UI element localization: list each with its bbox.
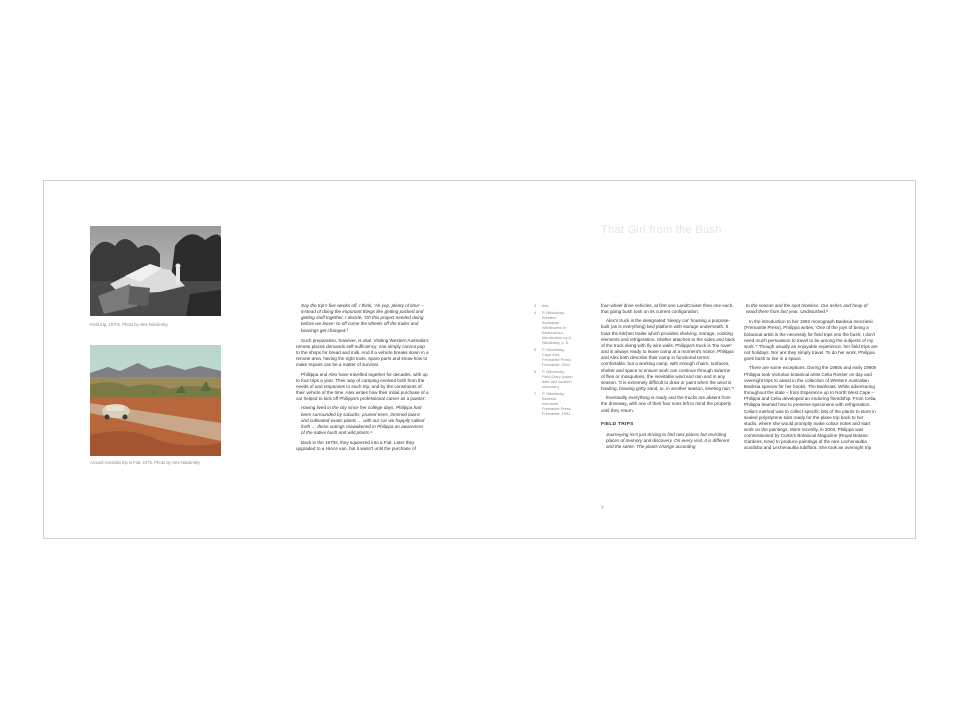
right-page-column-1 — [601, 303, 735, 454]
endnote: 4 P. Nikulinsky, Western Australian Wildflowers in Watercolour, Introduction by A. Nikulinsky, p. 8. — [534, 309, 573, 346]
body-paragraph: Eventually everything is ready and the trucks are absent from the driveway, with one of their four sons left to mind the property until they return. — [601, 395, 732, 413]
photo-caption: Around Australia trip in Fiat, 1975. Photo by Alex Nikulinsky. — [90, 460, 201, 465]
block-quote: Having lived in the city since her college days, Philippa had been surrounded by suburbs, pruned trees, trimmed lawns and cultivated exotic plants … with our car we happily sallied forth … these outings reawakened in Philippa an awareness of the native bush and wild plants.⁴ — [301, 405, 425, 435]
endnote: 6 P. Nikulinsky, Field Diary (camp date and location unknown). — [534, 368, 573, 389]
field-trip-photo — [90, 226, 221, 316]
fiat-trip-photo — [90, 345, 221, 456]
body-paragraph: Alex's truck is the designated 'sleepy car' housing a purpose-built (as is everything) bed platform with storage underneath. It tows the kitchen trailer which provides shelving, storage, cooking elements and refrigeration. Shelter attaches to the sides and back of the truck along with fly wire walls. Philippa's truck is 'the rover' and is always ready to leave camp at a moment's notice. Philippa and Alex both describe their camp in functional terms: comfortable, but a working camp, with enough chairs, surfaces, shelter and space to ensure work can continue through swarms of flies or mosquitoes, the inevitable wind and rain and in any season. 'It is extremely difficult to draw or paint when the wind is howling, blowing gritty sand, or, in another season, sleeting rain.'⁵ — [601, 318, 735, 392]
endnotes — [534, 303, 574, 417]
block-quote: Journeying isn't just driving to find new places but revisiting places of memory and discovery. On every visit, it is different and the same. The plants change according — [606, 431, 730, 450]
body-paragraph: Back in the 1970s, they squeezed into a Fiat. Later they upgraded to a HiAce van, but it wasn't until the purchase of — [296, 440, 416, 452]
section-heading: FIELD TRIPS — [601, 421, 634, 427]
book-spread — [43, 180, 916, 539]
block-quote: Say the trip's five weeks off, I think, 'Ah yep, plenty of time' – instead of doing the important things like getting packed and getting stuff together, I decide, 'Oh this project needed doing before we leave' so off come the wheels off the trailer and bearings get changed.³ — [301, 303, 424, 333]
body-paragraph: In the introduction to her 1992 monograph Banksia menziesii (Fremantle Press), Philippa writes, 'One of the joys of being a botanical artist is the necessity for field trips into the bush; I don't need much persuasion to travel to be among the subjects of my work.'⁷ Though usually an enjoyable experience, her field trips are not holidays. Nor are they simply travel. To do her work, Philippa goes bush to live in a space. — [744, 319, 878, 362]
body-paragraph: There are some exceptions. During the 1980s and early 1990s Philippa took Victorian botanical artist Celia Rosser on day and overnight trips to assist in the collection of Western Australian Banksia species for her books, The Banksias. While adventuring throughout the state – from Esperance up to North West Cape – Philippa and Celia developed an enduring friendship. From Celia, Philippa learned how to preserve specimens with refrigeration. Celia's method was to collect specific bits of the plants to store in sealed polystyrene tubs ready for the plane trip back to her studio, where she would promptly make colour notes and start work on the paintings. More recently, in 2003, Philippa was commissioned by Curtis's Botanical Magazine (Royal Botanic Gardens, Kew) to produce paintings of the rare Lechenaultia acutiloba and Lechenaultia tubiflora. She took an overnight trip — [744, 365, 877, 451]
left-page-text-column — [296, 303, 429, 455]
running-head: That Girl from the Bush — [601, 224, 722, 236]
body-paragraph: Such preparation, however, is vital. Visiting Western Australia's remote places demands self-sufficiency; one simply cannot pop to the shops for bread and milk. And if a vehicle breaks down in a remote area, having the right tools, spare parts and know-how to make repairs can be a matter of survival. — [296, 337, 429, 368]
endnote: 7 P. Nikulinsky, Banksia menziesii, Fremantle Press, Fremantle, 1992. — [534, 390, 572, 416]
block-quote-continued: to the season and the spot timeless. Our ashes and heap of wood there from last year. Undisturbed.⁶ — [746, 303, 868, 315]
page-number: 7 — [601, 505, 604, 510]
right-page-column-2 — [744, 303, 878, 455]
photo-caption: Field trip, 1970s. Photo by Alex Nikulinsky. — [90, 322, 169, 327]
endnote: 5 P. Nikulinsky, Cape Arid, Fremantle Press, Fremantle, 2012. — [534, 346, 572, 368]
body-paragraph: Phillippa and Alex have travelled together for decades, with up to four trips a year. Their way of camping evolved both from the needs of and responses to each trip, and by the constraints of their vehicle of the time. Alex writes how their initial purchase of a car helped to kick off Philippa's professional career as a painter: — [296, 371, 429, 402]
endnote: 3 Ibid. — [534, 303, 550, 308]
body-paragraph: four-wheel drive vehicles, at first one LandCruiser then one each, that going bush took on its current configuration. — [601, 303, 734, 315]
